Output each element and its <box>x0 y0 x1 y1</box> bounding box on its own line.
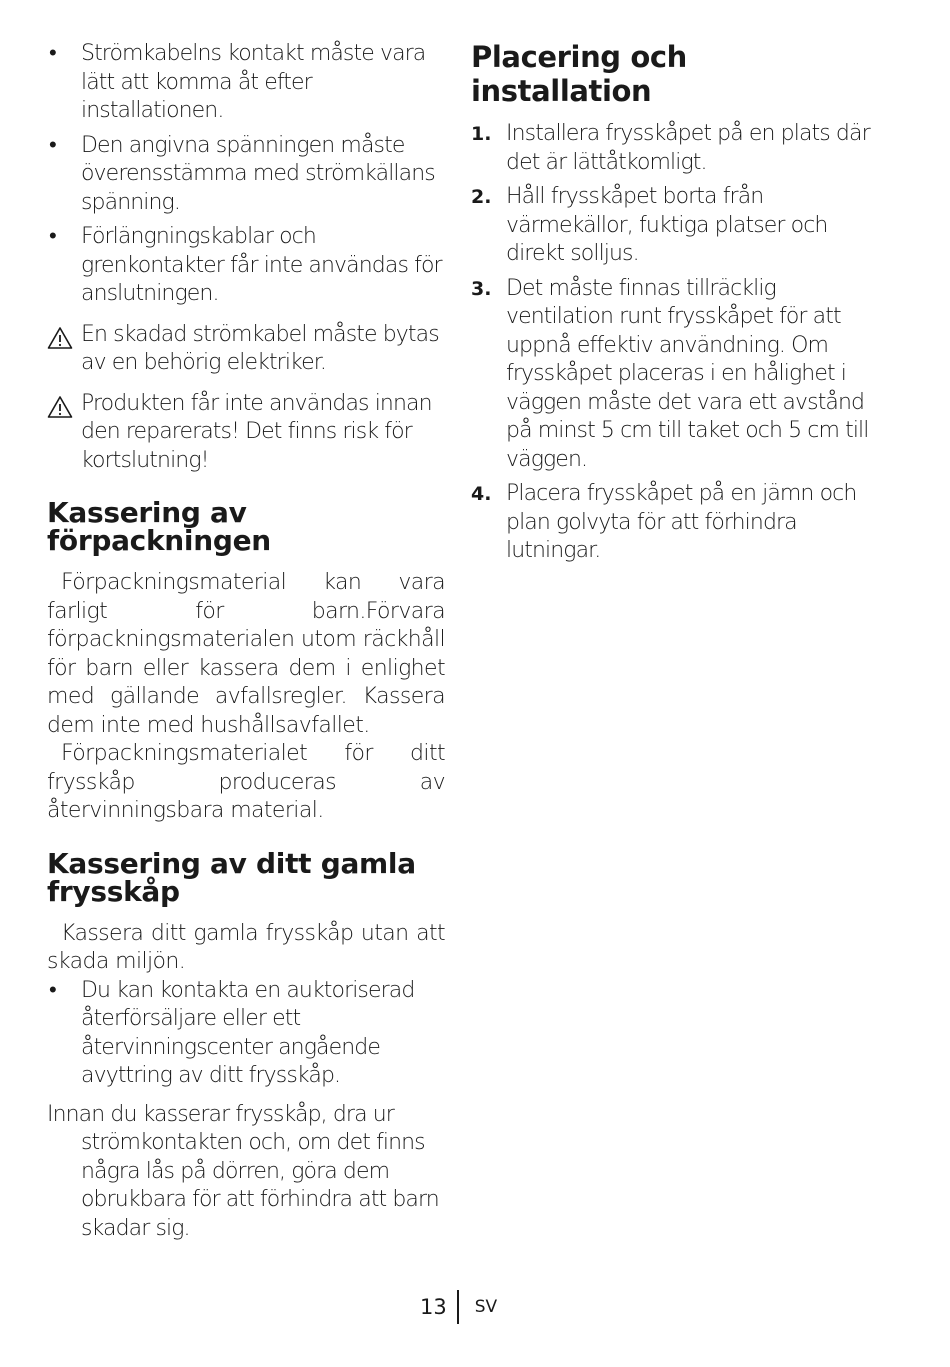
step-text: Installera frysskåpet på en plats där det är lättåtkomligt. <box>506 121 870 175</box>
page-number: 13 <box>420 1295 447 1319</box>
list-item-text: Förlängningskablar och grenkontakter får inte användas för anslutningen. <box>81 224 442 306</box>
warning-note <box>47 390 445 476</box>
step-number: 3. <box>471 277 492 300</box>
installation-steps <box>471 120 871 566</box>
step-text: Placera frysskåpet på en jämn och plan golvyta för att förhindra lutningar. <box>506 481 857 563</box>
step-number: 4. <box>471 483 492 505</box>
bullet-dot: • <box>49 41 56 66</box>
step-text: Håll frysskåpet borta från värmekällor, fuktiga platser och direkt solljus. <box>506 184 828 266</box>
section-title-installation: Placering och installation <box>471 40 687 108</box>
list-item <box>47 132 445 218</box>
language-code: SV <box>474 1297 498 1317</box>
list-item <box>471 480 871 566</box>
warning-triangle-icon <box>47 395 73 419</box>
warning-text: Produkten får inte användas innan den reparerats! Det finns risk för kortslutning! <box>81 390 432 473</box>
bullet-dot: • <box>49 132 56 158</box>
disposal-paragraph: Kassera ditt gamla frysskåp utan att skada miljön. <box>47 920 445 974</box>
step-number: 2. <box>471 186 492 208</box>
disposal-list <box>47 977 445 1091</box>
warning-text: En skadad strömkabel måste bytas av en behörig elektriker. <box>81 321 439 375</box>
list-item <box>47 977 445 1091</box>
bullet-dot: • <box>49 224 56 249</box>
list-item-text: Du kan kontakta en auktoriserad återförsäljare eller ett återvinningscenter angående avyttring av ditt frysskåp. <box>81 977 415 1088</box>
warning-triangle-icon <box>47 326 73 350</box>
power-requirements-list <box>47 40 445 309</box>
disposal-closing-text: Innan du kasserar frysskåp, dra ur strömkontakten och, om det finns några lås på dörren, göra dem obrukbara för att förhindra att barn skadar sig. <box>47 1101 439 1241</box>
section-title-packaging: Kassering av förpackningen <box>47 496 271 557</box>
list-item <box>471 183 871 269</box>
list-item <box>471 120 871 177</box>
bullet-dot: • <box>49 977 56 1003</box>
list-item <box>47 223 445 309</box>
list-item <box>47 40 445 126</box>
section-title-old-freezer: Kassering av ditt gamla frysskåp <box>47 846 416 908</box>
packaging-paragraph: Förpackningsmaterialet för ditt frysskåp produceras av återvinningsbara material. <box>47 741 445 823</box>
list-item-text: Strömkabelns kontakt måste vara lätt att komma åt efter installationen. <box>81 41 426 123</box>
list-item-text: Den angivna spänningen måste överensstämma med strömkällans spänning. <box>81 132 435 215</box>
step-number: 1. <box>471 123 492 145</box>
page-footer <box>420 1290 497 1324</box>
step-text: Det måste finnas tillräcklig ventilation runt frysskåpet för att uppnå effektiv användning. Om frysskåpet placeras i en hålighet i väggen måste det vara ett avstånd på minst 5 cm till taket och 5 cm till väggen. <box>506 275 869 472</box>
packaging-paragraph: Förpackningsmaterial kan vara farligt för barn.Förvara förpackningsmaterialen utom räckhåll för barn eller kassera dem i enlighet med gällande avfallsregler. Kassera dem inte med hushållsavfallet. <box>47 570 445 738</box>
footer-divider <box>457 1290 459 1324</box>
right-column <box>471 40 871 572</box>
warning-note <box>47 321 445 378</box>
left-column <box>47 40 445 1243</box>
list-item <box>471 275 871 475</box>
